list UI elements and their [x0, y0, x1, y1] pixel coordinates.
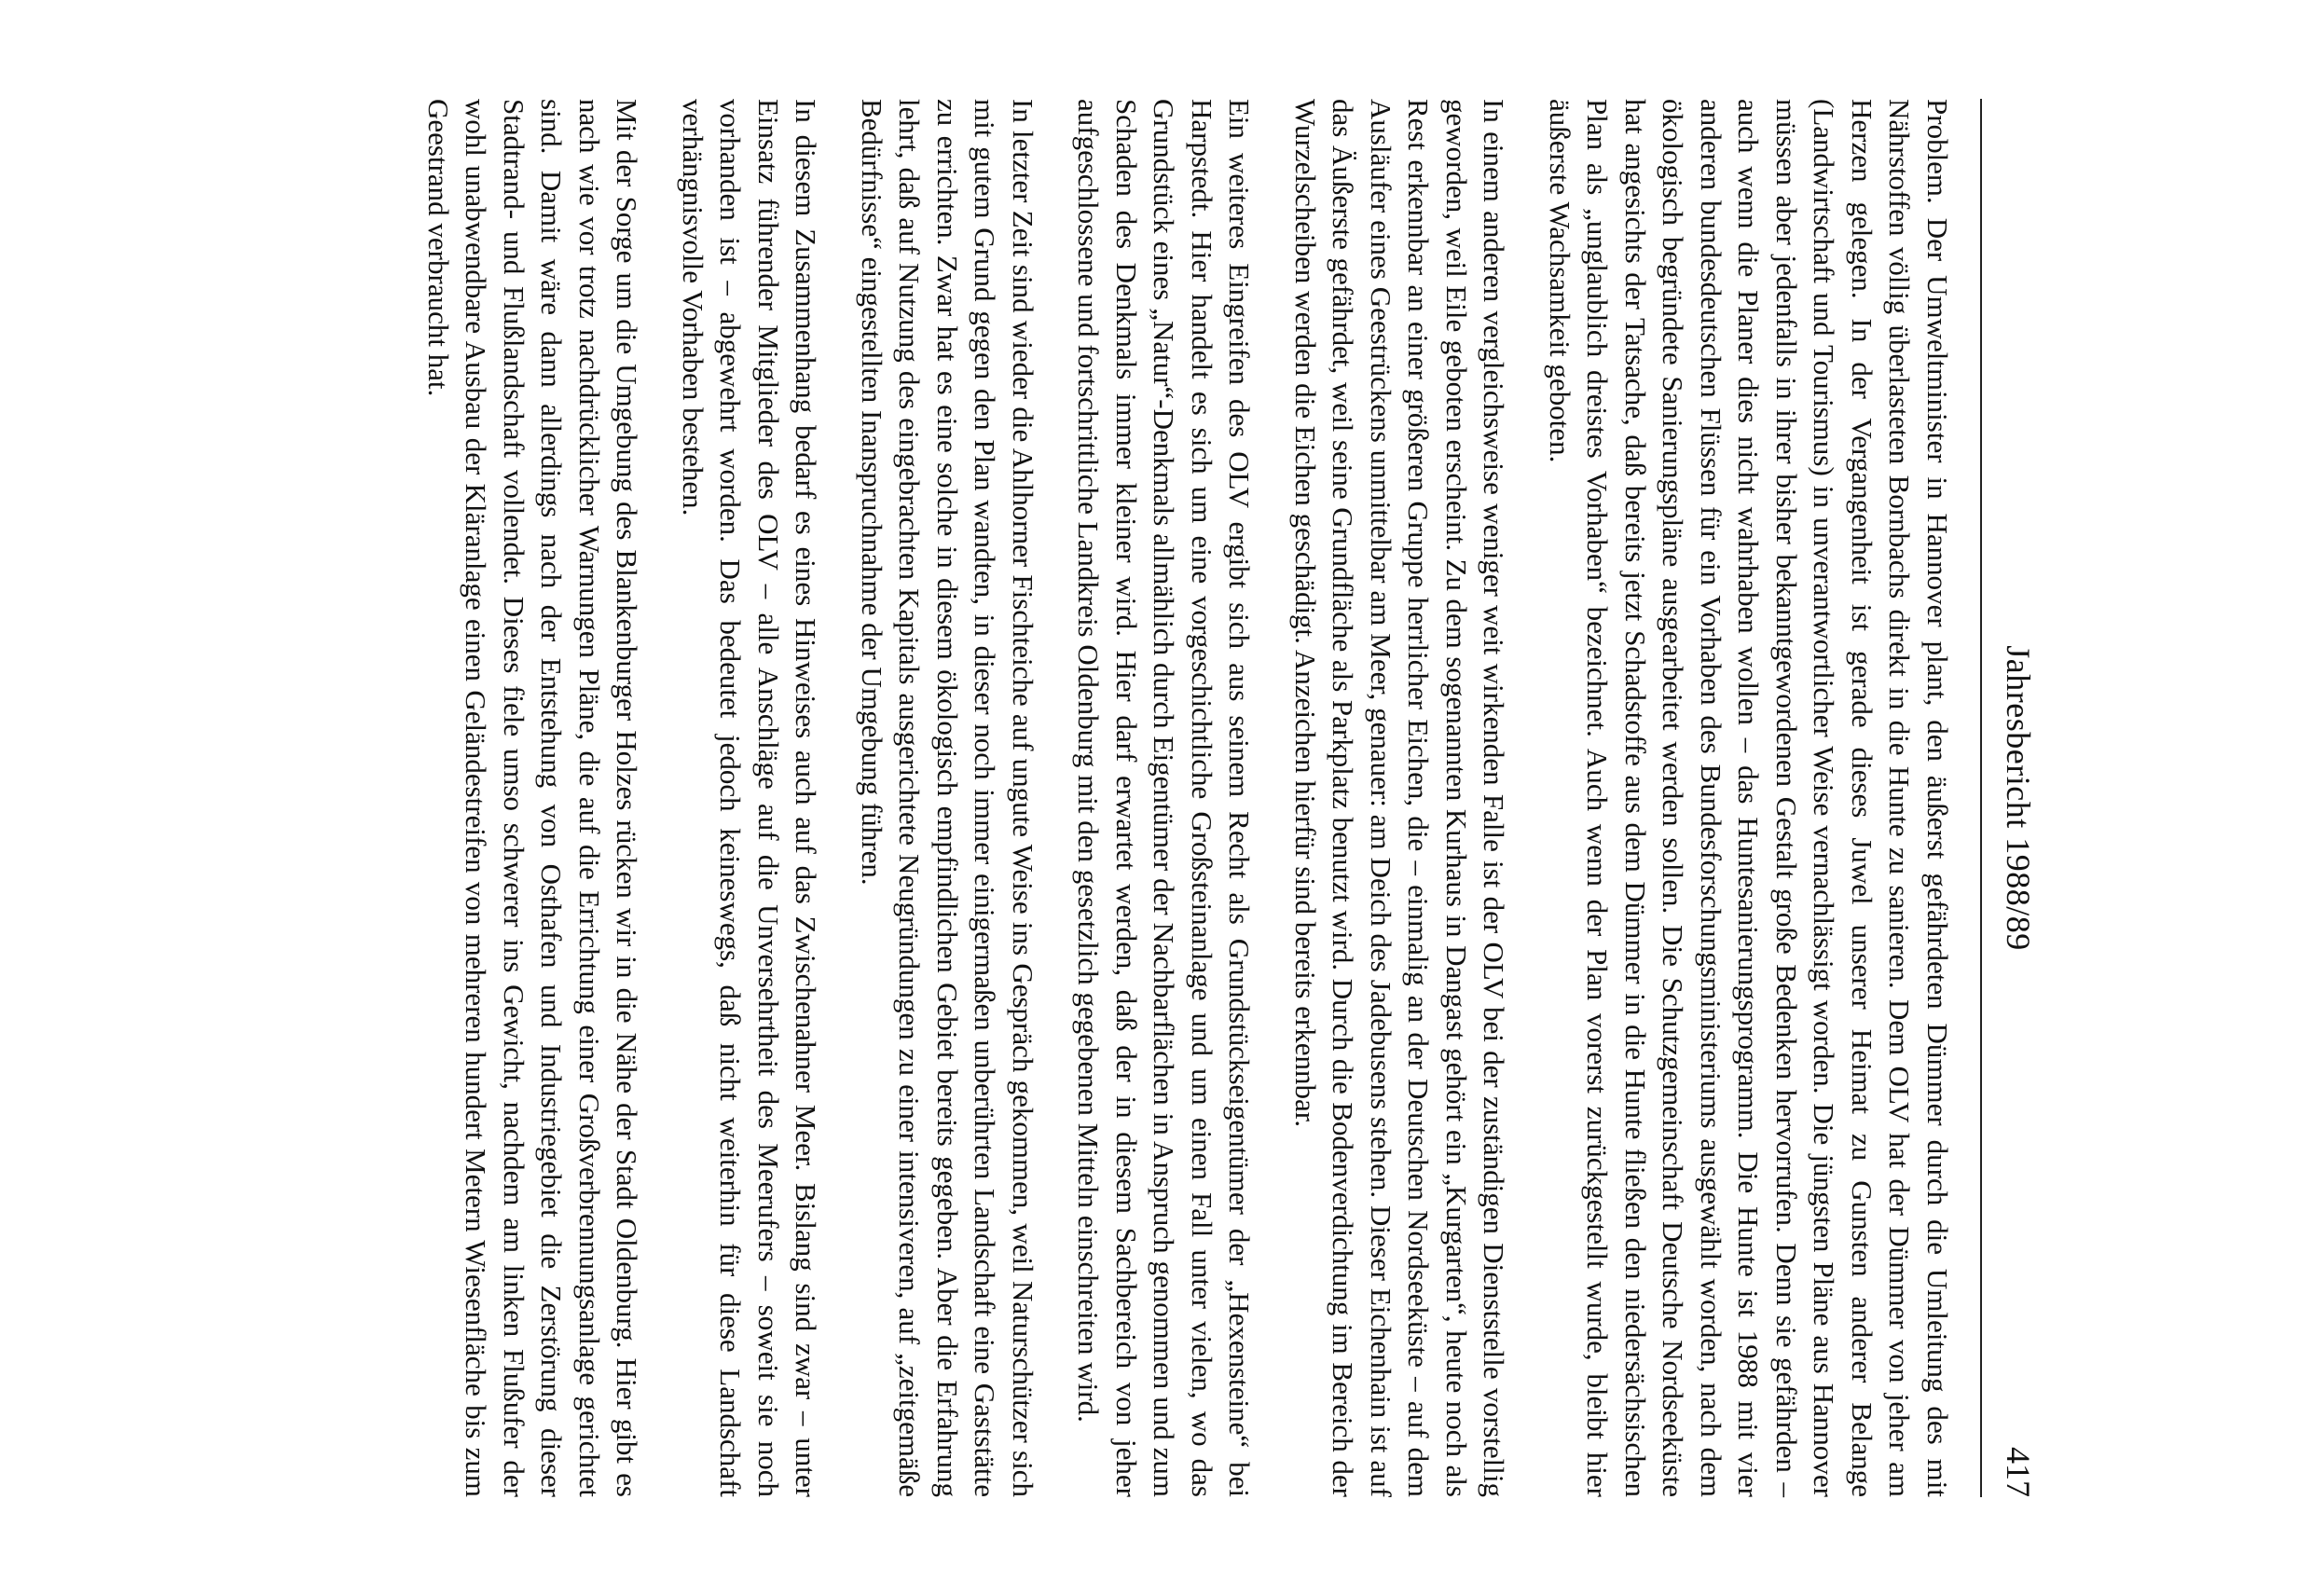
paragraph: Ein weiteres Eingreifen des OLV ergibt sich aus seinem Recht als Grundstückseigentümer der „Hexensteine“ bei Harpstedt. Hier handelt es sich um eine vorgeschichtliche Großsteinanlage und um einen Fall unter vielen, wo das Grundstück eines „Natur“-Denkmals allmählich durch Eigentümer der Nachbarflächen in Anspruch genommen und zum Schaden des Denkmals immer kleiner wird. Hier darf erwartet werden, daß der in diesem Sachbereich von jeher aufgeschlossene und fortschrittliche Landkreis Oldenburg mit den gesetzlich gegebenen Mitteln einschreiten wird. — [1072, 99, 1257, 1497]
rotated-text-block — [261, 99, 2051, 1497]
paragraph: In einem anderen vergleichsweise weniger weit wirkenden Falle ist der OLV bei der zuständigen Dienststelle vorstellig geworden, weil Eile geboten erscheint. Zu dem sogenannten Kurhaus in Dangast gehört ein „Kurgarten“, heute noch als Rest erkennbar an einer größeren Gruppe herrlicher Eichen, die – einmalig an der Deutschen Nordseeküste – auf dem Ausläufer eines Geestrückens unmittelbar am Meer, genauer: am Deich des Jadebusens stehen. Dieser Eichenhain ist auf das Äußerste gefährdet, weil seine Grundfläche als Parkplatz benutzt wird. Durch die Bodenverdichtung im Bereich der Wurzelscheiben werden die Eichen geschädigt. Anzeichen hierfür sind bereits erkennbar. — [1289, 99, 1511, 1497]
paragraph: In letzter Zeit sind wieder die Ahlhorner Fischteiche auf ungute Weise ins Gespräch gekommen, weil Naturschützer sich mit gutem Grund gegen den Plan wandten, in dieser noch immer einigermaßen unberührten Landschaft eine Gaststätte zu errichten. Zwar hat es eine solche in diesem ökologisch empfindlichen Gebiet bereits gegeben. Aber die Erfahrung lehrt, daß auf Nutzung des eingebrachten Kapitals ausgerichtete Neugründungen zu einer intensiveren, auf „zeitgemäße Bedürfnisse“ eingestellten Inanspruchnahme der Umgebung führen. — [856, 99, 1039, 1497]
paragraph: In diesem Zusammenhang bedarf es eines Hinweises auch auf das Zwischenahner Meer. Bislang sind zwar – unter Einsatz führender Mitglieder des OLV – alle Anschläge auf die Unversehrtheit des Meerufers – soweit sie noch vorhanden ist – abgewehrt worden. Das bedeutet jedoch keineswegs, daß nicht weiterhin für diese Landschaft verhängnisvolle Vorhaben bestehen. — [677, 99, 823, 1497]
header-title: Jahresbericht 1988/89 — [2000, 645, 2037, 951]
body-text — [392, 99, 1957, 1497]
running-header — [1980, 99, 2051, 1497]
paragraph: Mit der Sorge um die Umgebung des Blankenburger Holzes rücken wir in die Nähe der Stadt Oldenburg. Hier gibt es nach wie vor trotz nachdrücklicher Warnungen Pläne, die auf die Errichtung einer Großverbrennungsanlage gerichtet sind. Damit wäre dann allerdings nach der Entstehung von Osthafen und Industriegebiet die Zerstörung dieser Stadtrand- und Flußlandschaft vollendet. Dieses fiele umso schwerer ins Gewicht, nachdem am linken Flußufer der wohl unabwendbare Ausbau der Kläranlage einen Geländestreifen von mehreren hundert Metern Wiesenfläche bis zum Geestrand verbraucht hat. — [422, 99, 644, 1497]
paragraph: Problem. Der Umweltminister in Hannover plant, den äußerst gefährdeten Dümmer durch die Umleitung des mit Nährstoffen völlig überlasteten Bornbachs direkt in die Hunte zu sanieren. Dem OLV hat der Dümmer von jeher am Herzen gelegen. In der Vergangenheit ist gerade dieses Juwel unserer Heimat zu Gunsten anderer Belange (Landwirtschaft und Tourismus) in unverantwortlicher Weise vernachlässigt worden. Die jüngsten Pläne aus Hannover müssen aber jedenfalls in ihrer bisher bekanntgewordenen Gestalt große Bedenken hervorrufen. Denn sie gefährden – auch wenn die Planer dies nicht wahrhaben wollen – das Huntesanierungsprogramm. Die Hunte ist 1988 mit vier anderen bundesdeutschen Flüssen für ein Vorhaben des Bundesforschungsministeriums ausgewählt worden, nach dem ökologisch begründete Sanierungspläne ausgearbeitet werden sollen. Die Schutzgemeinschaft Deutsche Nordseeküste hat angesichts der Tatsache, daß bereits jetzt Schadstoffe aus dem Dümmer in die Hunte fließen den niedersächsischen Plan als „unglaublich dreistes Vorhaben“ bezeichnet. Auch wenn der Plan vorerst zurückgestellt wurde, bleibt hier äußerste Wachsamkeit geboten. — [1544, 99, 1954, 1497]
page-number: 417 — [2000, 1447, 2037, 1497]
